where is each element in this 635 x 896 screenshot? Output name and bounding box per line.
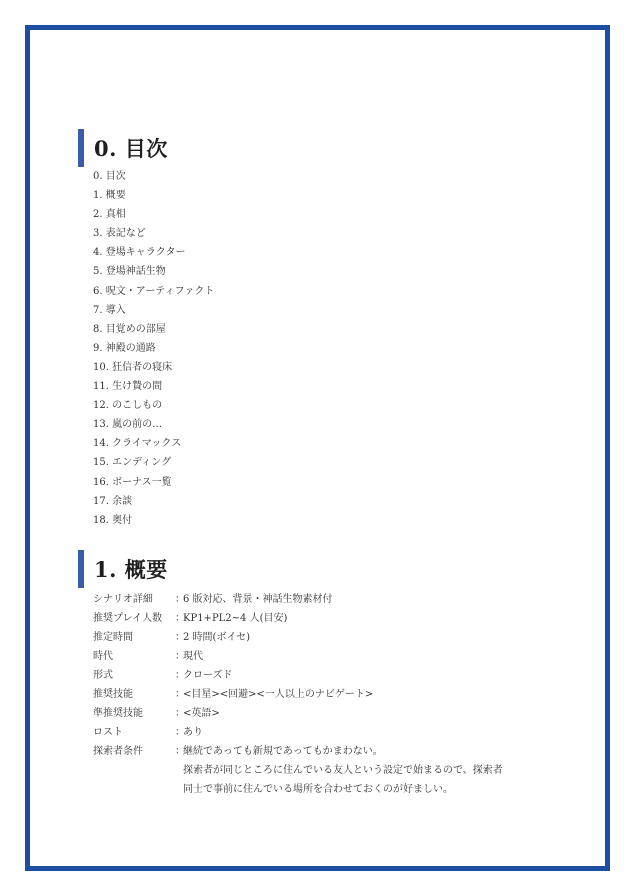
info-row-recommended-skills xyxy=(93,685,503,704)
toc-item: 10. 狂信者の寝床 xyxy=(93,361,173,373)
info-value: 同士で事前に住んでいる場所を合わせておくのが好ましい。 xyxy=(183,784,453,795)
info-row-player-count xyxy=(93,609,503,628)
info-label: ロスト xyxy=(93,727,123,738)
toc-heading xyxy=(78,129,168,167)
toc-item: 4. 登場キャラクター xyxy=(93,247,186,259)
toc-item: 18. 奥付 xyxy=(93,514,133,526)
toc-item: 16. ボーナス一覧 xyxy=(93,476,172,488)
info-row-format xyxy=(93,666,503,685)
info-label: 探索者条件 xyxy=(93,746,143,757)
info-separator: ： xyxy=(175,613,185,624)
info-value: クローズド xyxy=(183,670,233,681)
page-frame xyxy=(25,25,610,871)
toc-item: 14. クライマックス xyxy=(93,438,182,450)
info-value: 現代 xyxy=(183,651,203,662)
info-value: 6 版対応、背景・神話生物素材付 xyxy=(183,594,333,605)
info-value: 探索者が同じところに住んでいる友人という設定で始まるので、探索者 xyxy=(183,765,503,776)
info-separator: ： xyxy=(175,670,185,681)
page-content xyxy=(30,30,605,866)
info-separator: ： xyxy=(175,632,185,643)
info-row-semi-recommended-skills xyxy=(93,704,503,723)
toc-item: 5. 登場神話生物 xyxy=(93,266,166,278)
info-separator: ： xyxy=(175,746,185,757)
overview-title: 1. 概要 xyxy=(94,557,168,582)
toc-item: 9. 神殿の通路 xyxy=(93,342,156,354)
toc-item: 1. 概要 xyxy=(93,190,126,202)
info-row-play-time xyxy=(93,628,503,647)
info-value: 2 時間(ボイセ) xyxy=(183,632,251,643)
info-value: <英語> xyxy=(183,708,220,719)
info-separator: ： xyxy=(175,689,185,700)
heading-accent-bar xyxy=(78,129,84,167)
info-label: 推奨技能 xyxy=(93,689,133,700)
info-continuation-line xyxy=(93,761,503,780)
info-value: KP1+PL2~4 人(目安) xyxy=(183,613,288,624)
toc-item: 11. 生け贄の間 xyxy=(93,381,163,393)
info-separator: ： xyxy=(175,727,185,738)
info-value: <目星><回避><一人以上のナビゲート> xyxy=(183,689,374,700)
info-separator: ： xyxy=(175,651,185,662)
overview-heading xyxy=(78,550,168,588)
info-continuation-line xyxy=(93,780,503,799)
info-row-era xyxy=(93,647,503,666)
toc-item: 15. エンディング xyxy=(93,457,172,469)
toc-item: 7. 導入 xyxy=(93,304,126,316)
info-value: 継続であっても新規であってもかまわない。 xyxy=(183,746,383,757)
toc-item: 17. 余談 xyxy=(93,495,133,507)
info-row-lost xyxy=(93,723,503,742)
info-label: 形式 xyxy=(93,670,113,681)
info-row-investigator-conditions xyxy=(93,742,503,761)
toc-item: 12. のこしもの xyxy=(93,400,163,412)
info-label: 準推奨技能 xyxy=(93,708,143,719)
info-label: シナリオ詳細 xyxy=(93,594,153,605)
info-separator: ： xyxy=(175,708,185,719)
toc-item: 8. 目覚めの部屋 xyxy=(93,323,166,335)
toc-list xyxy=(93,167,214,530)
overview-info-table xyxy=(93,590,503,799)
toc-item: 6. 呪文・アーティファクト xyxy=(93,285,215,297)
toc-item: 13. 嵐の前の… xyxy=(93,419,163,431)
info-label: 推奨プレイ人数 xyxy=(93,613,163,624)
info-row-scenario-details xyxy=(93,590,503,609)
info-label: 推定時間 xyxy=(93,632,133,643)
toc-title: 0. 目次 xyxy=(94,136,168,161)
toc-item: 3. 表記など xyxy=(93,228,146,240)
toc-item: 0. 目次 xyxy=(93,171,126,182)
toc-item: 2. 真相 xyxy=(93,209,126,221)
heading-accent-bar xyxy=(78,550,84,588)
info-label: 時代 xyxy=(93,651,113,662)
info-value: あり xyxy=(183,727,203,738)
info-separator: ： xyxy=(175,594,185,605)
